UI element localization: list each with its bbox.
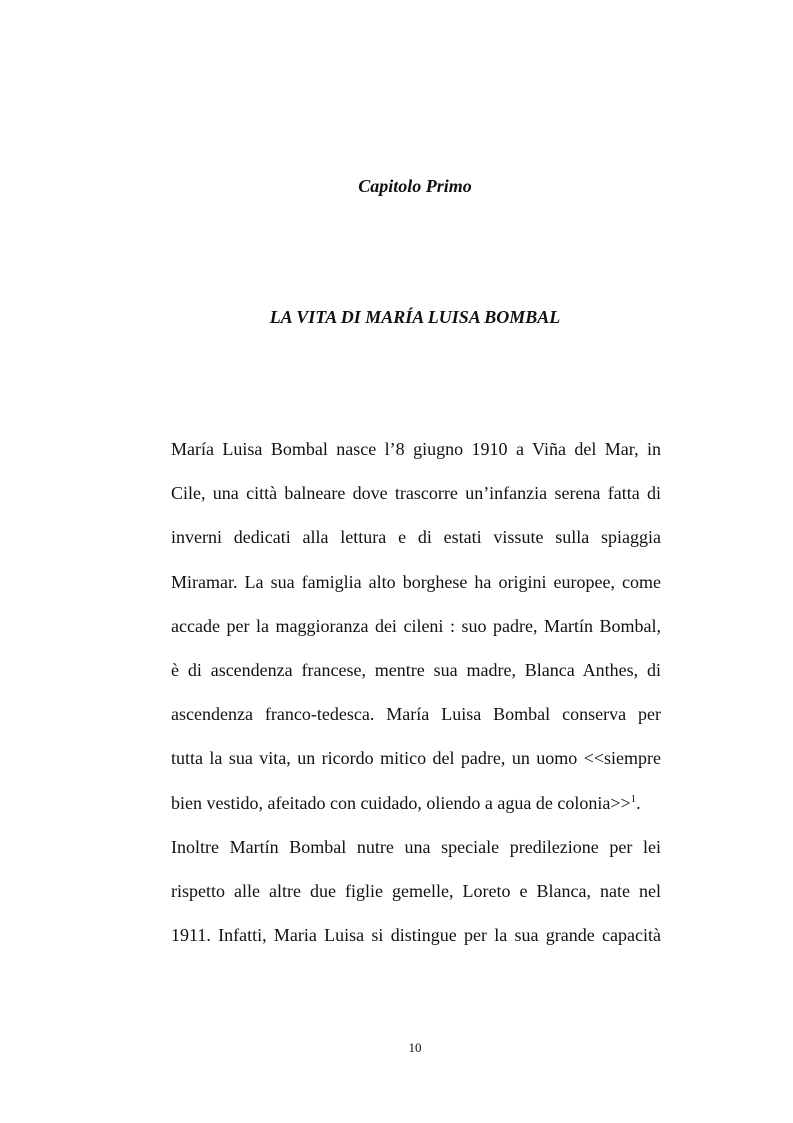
text-line: ascendenza franco-tedesca. María Luisa Bombal conserva per [171,704,661,725]
text-line: rispetto alle altre due figlie gemelle, Loreto e Blanca, nate nel [171,880,661,901]
chapter-title: LA VITA DI MARÍA LUISA BOMBAL [269,307,561,327]
text-line: è di ascendenza francese, mentre sua madre, Blanca Anthes, di [171,659,661,680]
text-line: tutta la sua vita, un ricordo mitico del padre, un uomo <<siempre [171,748,661,769]
body-paragraph [171,434,661,964]
text-line: María Luisa Bombal nasce l’8 giugno 1910 a Viña del Mar, in [171,439,661,459]
text-line: Cile, una città balneare dove trascorre un’infanzia serena fatta di [171,483,661,504]
chapter-label: Capitolo Primo [358,176,472,196]
text-line: Inoltre Martín Bombal nutre una speciale predilezione per lei [171,836,661,857]
text-line: accade per la maggioranza dei cileni : suo padre, Martín Bombal, [171,615,661,636]
footnote-marker[interactable]: 1 [630,792,637,805]
text-line-with-footnote: bien vestido, afeitado con cuidado, oliendo a agua de colonia>>$^1$. [171,792,641,813]
text-line: inverni dedicati alla lettura e di estati vissute sulla spiaggia [171,527,661,548]
text-line: 1911. Infatti, Maria Luisa si distingue per la sua grande capacità [171,925,661,946]
text-line: Miramar. La sua famiglia alto borghese ha origini europee, come [171,571,661,592]
page-number: 10 [408,1040,422,1055]
